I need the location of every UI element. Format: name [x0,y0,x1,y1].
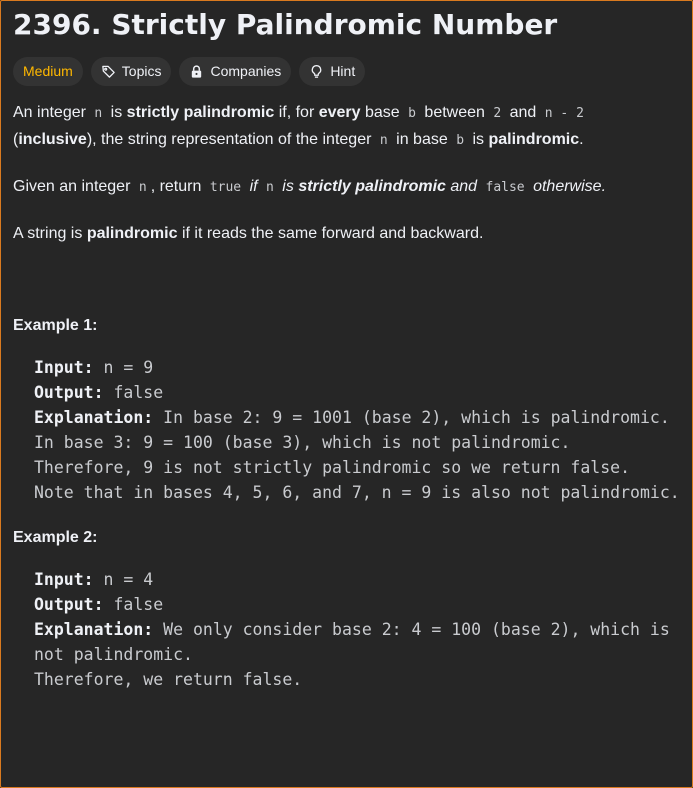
statement-paragraph-2 [13,174,680,201]
italic-text: is [277,178,299,195]
explanation-text: We only consider base 2: 4 = 100 (base 2), which is not palindromic. Therefore, we return false. [34,620,670,689]
bold-text: palindromic [86,225,178,242]
bold-italic-text: strictly palindromic [298,178,446,195]
topics-button[interactable] [91,57,172,86]
input-value: n = 9 [93,358,154,377]
italic-text: if [245,178,263,195]
problem-title[interactable]: 2396. Strictly Palindromic Number [13,8,558,41]
output-label: Output: [34,383,104,402]
text: if it reads the same forward and backward. [177,225,484,242]
hint-label: Hint [330,63,356,79]
bold-text: palindromic [488,131,580,148]
text: between [419,104,490,121]
inline-code: n [379,133,388,148]
input-value: n = 4 [93,570,154,589]
statement-paragraph-1 [13,100,680,154]
text: and [505,104,541,121]
text: is [106,104,127,121]
lightbulb-icon [309,64,324,79]
text: Given an integer [13,178,135,195]
inline-code: true [209,180,242,195]
italic-text: otherwise. [528,178,607,195]
example-1-title: Example 1: [13,317,98,334]
output-value: false [103,595,164,614]
explanation-label: Explanation: [34,408,154,427]
text: base [360,104,405,121]
input-label: Input: [34,358,94,377]
inline-code: n [266,180,274,195]
companies-button[interactable] [179,57,291,86]
example-1-block [13,355,680,505]
bold-text: inclusive [18,131,87,148]
statement-paragraph-3 [13,221,680,247]
text: if, for [274,104,319,121]
text: ( [13,131,19,148]
output-value: false [103,383,164,402]
text: . [579,131,584,148]
example-2-block [13,567,680,692]
topics-label: Topics [121,63,162,79]
bold-text: every [318,104,361,121]
text: An integer [13,104,91,121]
hint-button[interactable] [299,57,365,86]
inline-code: n - 2 [544,106,584,121]
inline-code: false [485,180,525,195]
problem-tags [13,56,680,86]
inline-code: n [138,180,147,195]
bold-text: strictly palindromic [126,104,275,121]
text: ), the string representation of the integer [86,131,376,148]
lock-icon [189,64,204,79]
text: A string is [13,225,87,242]
input-label: Input: [34,570,94,589]
difficulty-badge: Medium [13,57,83,86]
inline-code: b [456,133,465,148]
output-label: Output: [34,595,104,614]
italic-text: and [445,178,482,195]
text: , return [150,178,206,195]
inline-code: b [408,106,416,121]
explanation-text: In base 2: 9 = 1001 (base 2), which is palindromic. In base 3: 9 = 100 (base 3), which is not palindromic. Therefore, 9 is not strictly palindromic so we return false. Note that in bases 4, 5, 6, and 7, n = 9 is also not palindromic. [34,408,680,502]
companies-label: Companies [210,63,282,79]
text: is [468,131,489,148]
example-2-title: Example 2: [13,529,98,546]
inline-code: 2 [493,106,502,121]
explanation-label: Explanation: [34,620,154,639]
tag-icon [101,64,116,79]
inline-code: n [94,106,103,121]
problem-statement [13,100,680,692]
text: in base [391,131,453,148]
